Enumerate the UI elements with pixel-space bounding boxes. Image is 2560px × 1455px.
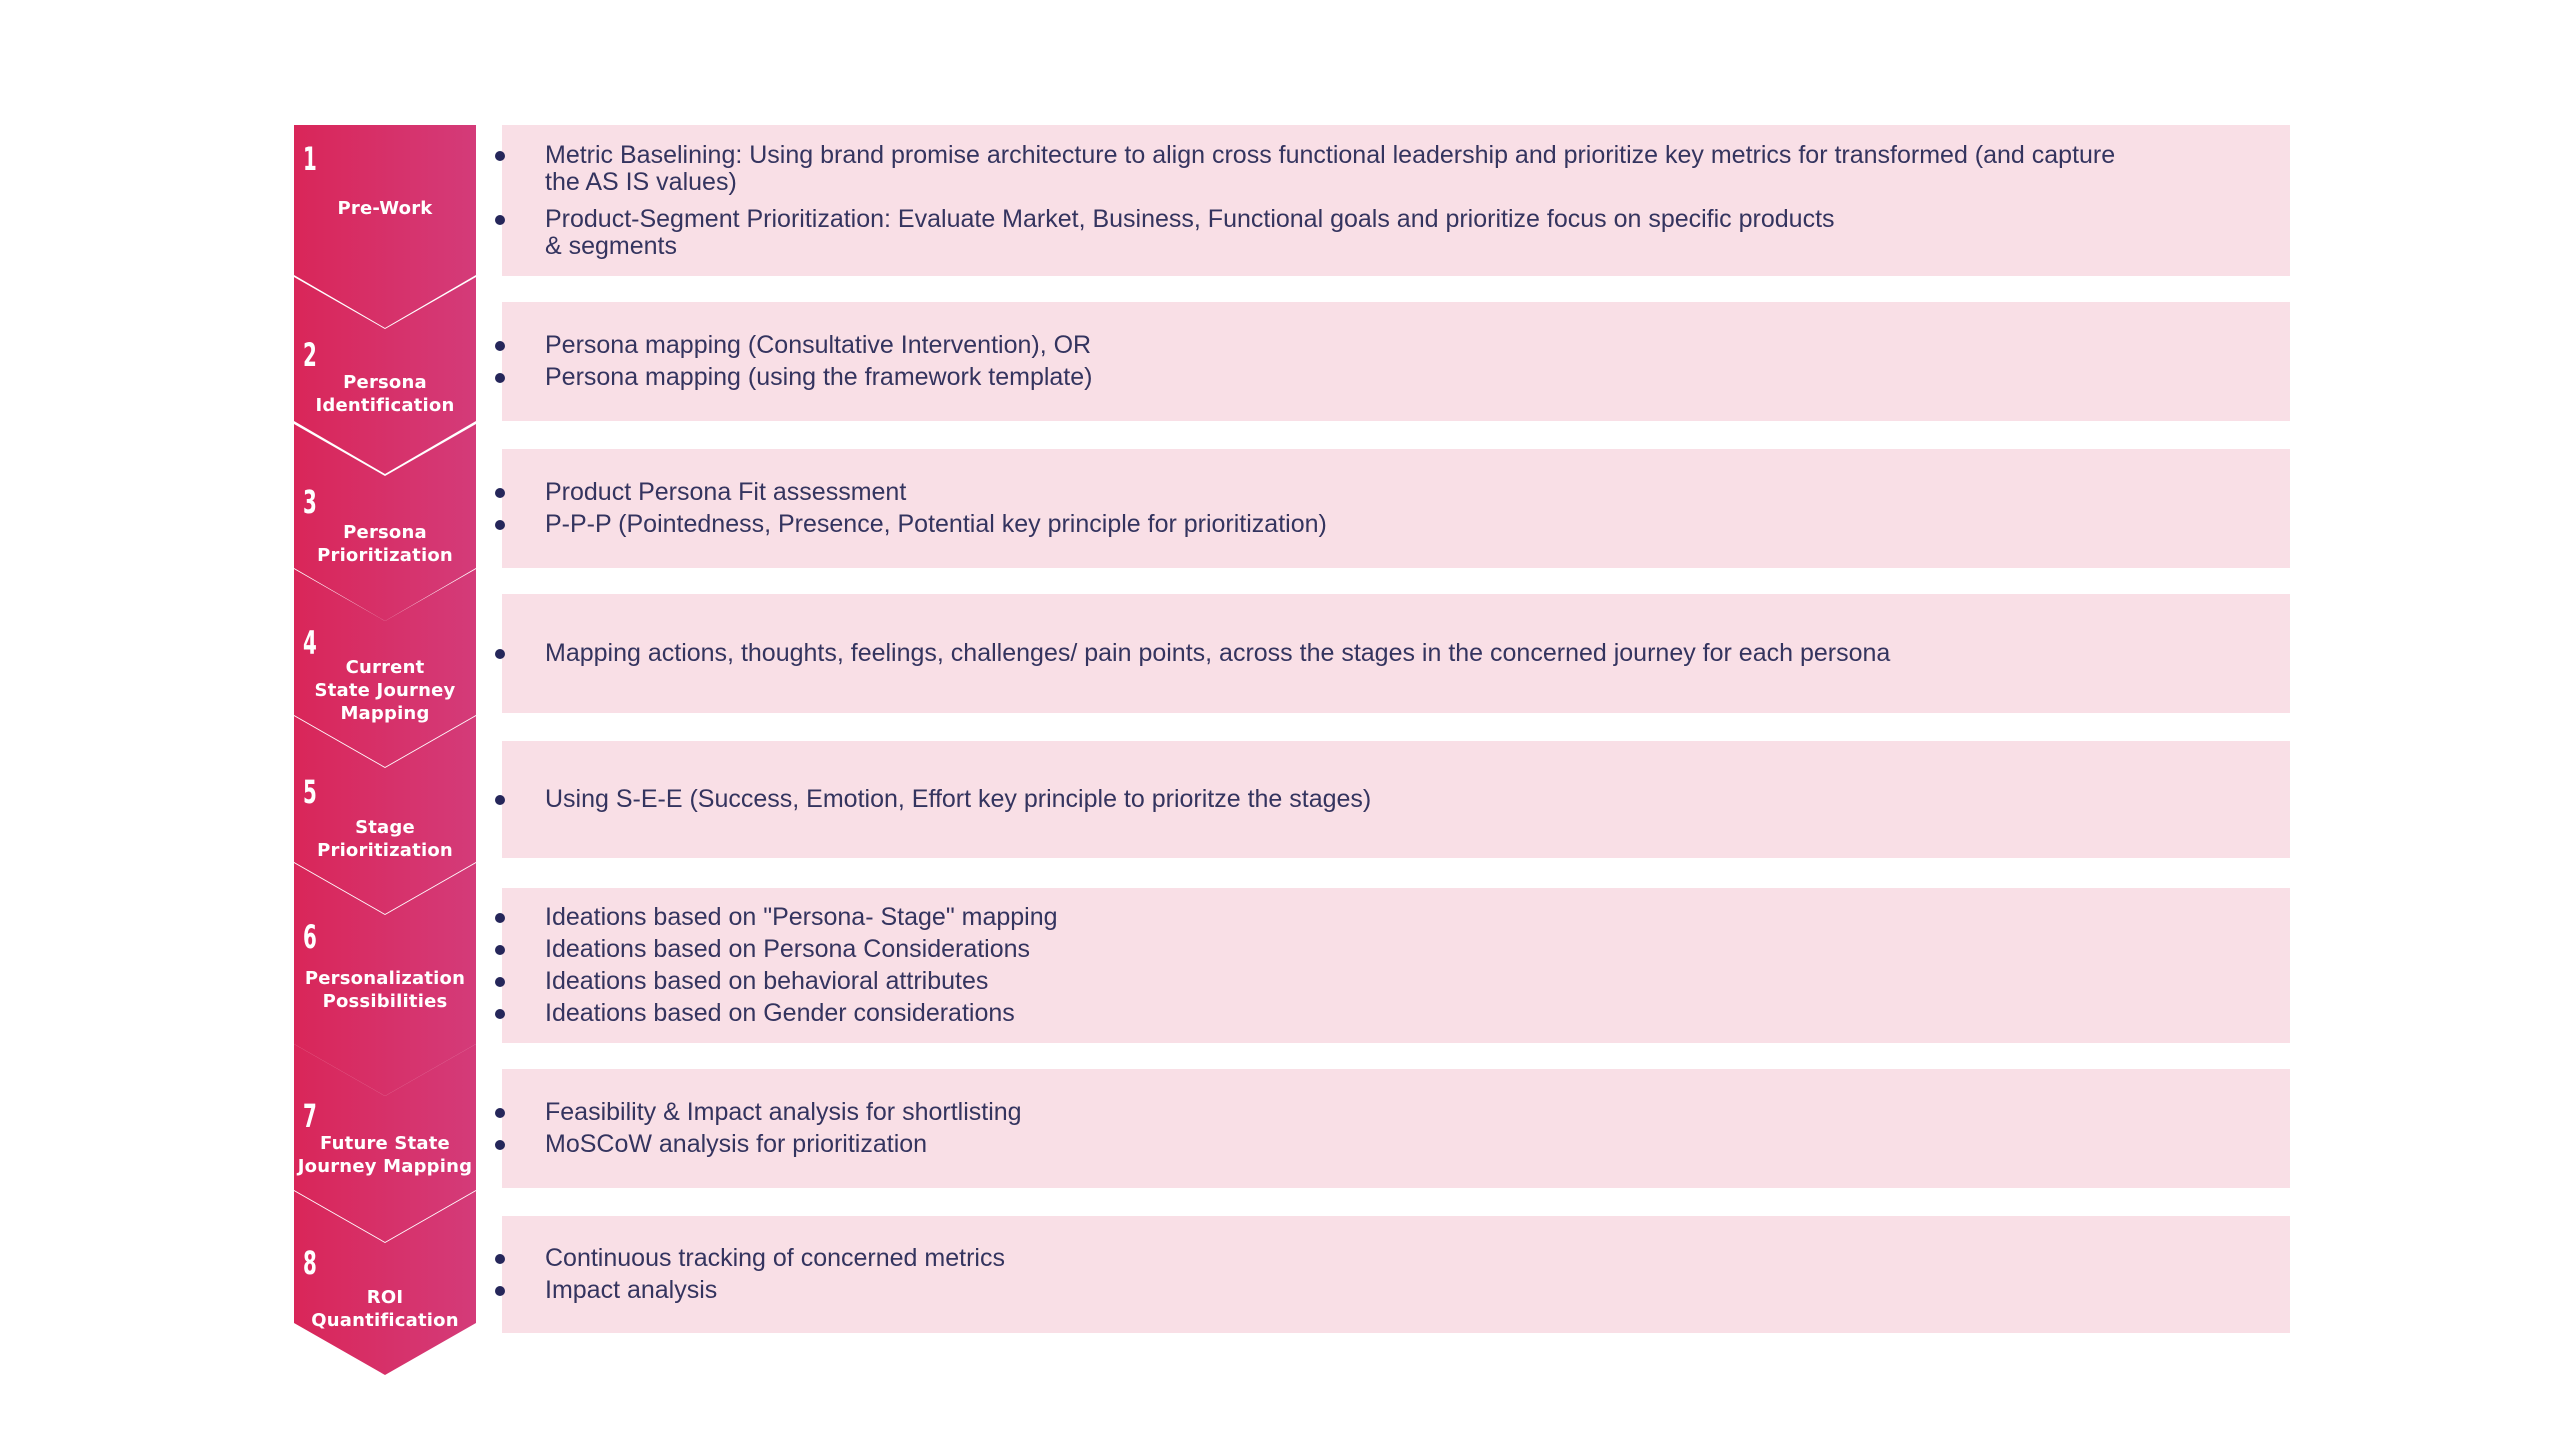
step-5-details [502,741,2290,858]
step-label-line: Identification [315,395,455,416]
step-label [294,967,476,1013]
list-item [502,786,2290,813]
step-label [294,1132,476,1178]
list-item [502,640,2290,667]
step-label-line: Persona [343,522,427,543]
step-2-details [502,302,2290,421]
list-item-text: Impact analysis [545,1276,718,1304]
bullet-icon [495,151,505,161]
list-item-text: MoSCoW analysis for prioritization [545,1130,928,1158]
bullet-icon [495,1254,505,1264]
step-label [294,1286,476,1332]
step-label-line: Quantification [311,1310,459,1331]
step-number: 8 [303,1244,317,1282]
list-item [502,1099,2290,1126]
bullet-icon [495,1108,505,1118]
list-item-text: Ideations based on "Persona- Stage" mapping [545,903,1058,931]
step-label-line: ROI [366,1287,404,1308]
step-number: 2 [303,336,317,374]
list-item [502,936,2290,963]
list-item-text: P-P-P (Pointedness, Presence, Potential key principle for prioritization) [545,510,1327,538]
bullet-icon [495,913,505,923]
list-item-text: Continuous tracking of concerned metrics [545,1244,1005,1272]
step-label [294,371,476,417]
bullet-icon [495,795,505,805]
list-item-text: Product Persona Fit assessment [545,478,907,506]
list-item-text: Feasibility & Impact analysis for shortlisting [545,1098,1022,1126]
step-label-line: Persona [343,372,427,393]
list-item [502,1000,2290,1027]
step-label [294,521,476,567]
bullet-icon [495,1140,505,1150]
step-label-line: Possibilities [322,991,448,1012]
list-item [502,479,2290,506]
step-number: 4 [303,624,317,662]
step-4-details [502,594,2290,713]
step-label [294,197,476,220]
list-item-text: Ideations based on Persona Considerations [545,935,1031,963]
list-item [502,332,2290,359]
step-number: 5 [303,773,317,811]
bullet-icon [495,341,505,351]
bullet-icon [495,215,505,225]
list-item [502,968,2290,995]
step-8-details [502,1216,2290,1333]
list-item [502,1245,2290,1272]
step-label-line: Journey Mapping [297,1156,473,1177]
list-item-text: Ideations based on Gender considerations [545,999,1015,1027]
step-label-line: Pre-Work [337,198,433,219]
list-item [502,1131,2290,1158]
list-item [502,142,2290,196]
step-8-arrow [294,1191,476,1391]
list-item-text: Product-Segment Prioritization: Evaluate Market, Business, Functional goals and prioritize focus on specific products & segments [545,204,1835,260]
bullet-icon [495,1286,505,1296]
bullet-icon [495,488,505,498]
list-item-text: Metric Baselining: Using brand promise architecture to align cross functional leadership and prioritize key metrics for transformed (and capture the AS IS values) [545,140,2116,196]
list-item-text: Persona mapping (Consultative Intervention), OR [545,331,1092,359]
bullet-icon [495,520,505,530]
bullet-icon [495,649,505,659]
step-6-details [502,888,2290,1043]
step-7-details [502,1069,2290,1188]
bullet-icon [495,373,505,383]
list-item-text: Ideations based on behavioral attributes [545,967,989,995]
list-item-text: Mapping actions, thoughts, feelings, challenges/ pain points, across the stages in the concerned journey for each persona [545,639,1891,667]
list-item [502,511,2290,538]
step-label-line: Stage [355,817,415,838]
step-number: 1 [303,140,317,178]
step-label-line: State Journey [314,680,456,701]
step-label-line: Prioritization [317,840,453,861]
step-label-line: Current [345,657,425,678]
step-number: 3 [303,483,317,521]
step-label-line: Mapping [340,703,430,724]
bullet-icon [495,945,505,955]
list-item-text: Using S-E-E (Success, Emotion, Effort key principle to prioritze the stages) [545,785,1372,813]
list-item [502,364,2290,391]
list-item-text: Persona mapping (using the framework template) [545,363,1093,391]
step-label-line: Prioritization [317,545,453,566]
step-3-details [502,449,2290,568]
step-label [294,656,476,725]
step-label-line: Personalization [304,968,466,989]
list-item [502,1277,2290,1304]
bullet-icon [495,977,505,987]
list-item [502,206,2290,260]
step-number: 7 [303,1097,317,1135]
step-1-details [502,125,2290,276]
list-item [502,904,2290,931]
step-label [294,816,476,862]
step-label-line: Future State [320,1133,450,1154]
step-number: 6 [303,918,317,956]
bullet-icon [495,1009,505,1019]
